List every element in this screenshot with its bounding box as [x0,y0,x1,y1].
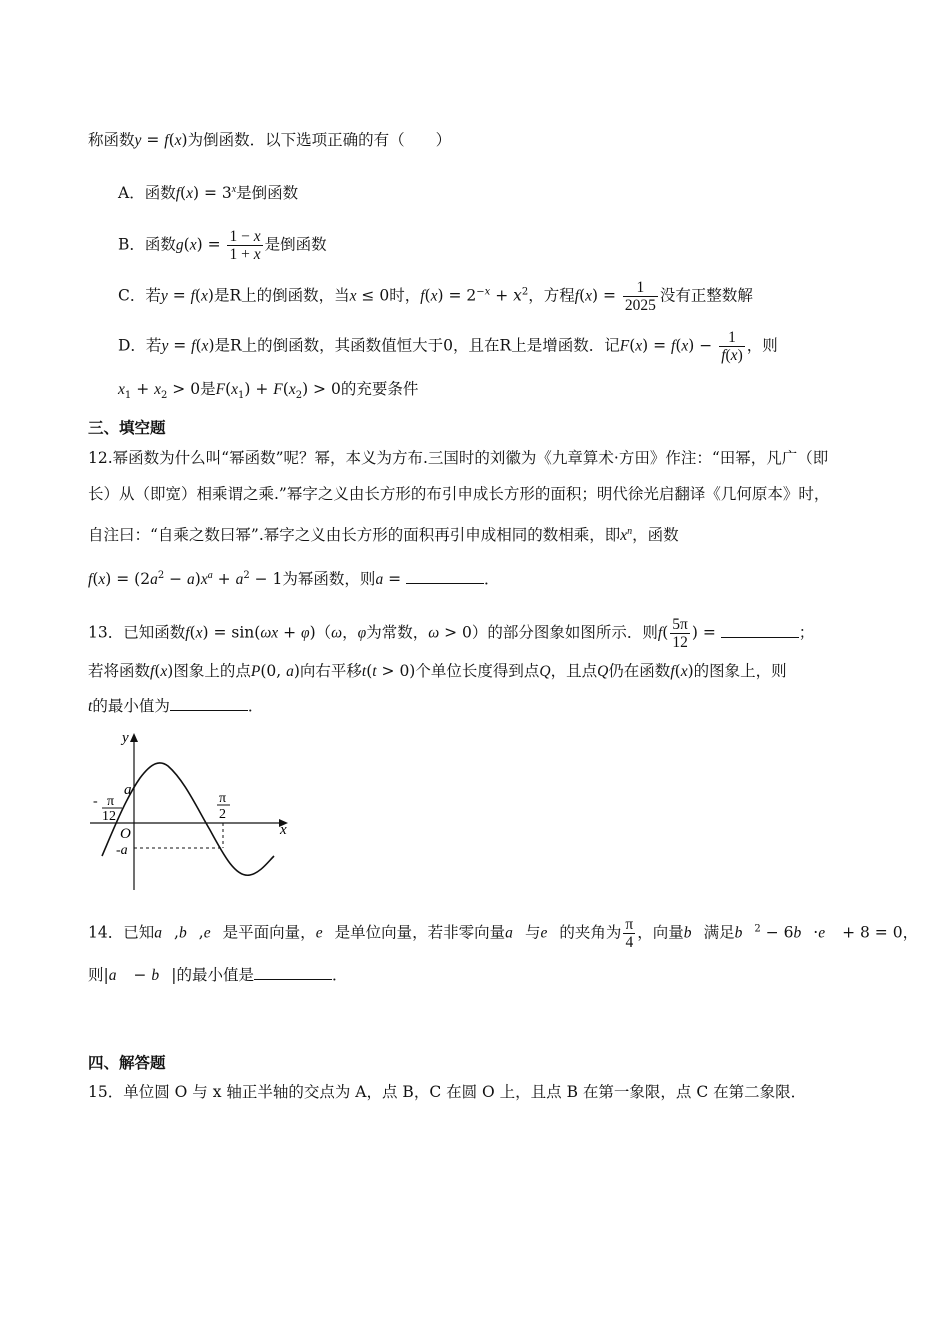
origin-label: O [120,826,131,842]
left-tick-den: 12 [102,809,116,824]
fraction: $\frac{5\pi}{12}$ [672,616,688,651]
q11-option-a: A．函数$f(x) = 3^x$是倒函数 [118,184,299,203]
q13-line3: t的最小值为 ． [88,697,264,715]
answer-blank[interactable] [254,965,332,980]
neg-a-label: -a [116,843,128,858]
q12-line3: 自注曰：“自乘之数曰幂”.幂字之义由长方形的面积再引申成相同的数相乘，即$x^n$，函数 [88,526,679,545]
q11-option-c: C．若y = f(x)是R上的倒函数，当x ≤ 0时，$f(x) = 2^{-x} + x^2$，方程f(x) = $\frac{1}{2025}$ 没有正整数解 [118,279,753,314]
sine-graph [84,728,304,896]
answer-blank[interactable] [406,569,484,584]
right-tick-den: 2 [219,807,226,822]
q12-line4: $f(x) = (2a^2 - a)x^a + a^2 - 1$为幂函数，则a = ． [88,570,500,589]
section-title-fill-in: 三、填空题 [88,419,166,437]
q13-line2: 若将函数f(x)图象上的点P(0, a)向右平移t(t > 0)个单位长度得到点Q，且点Q仍在函数f(x)的图象上，则 [88,662,787,680]
q11-option-b: B．函数g(x) = $\frac{1 - x}{1 + x}$ 是倒函数 [118,228,327,263]
q14-line1: 14．已知a⃗,b⃗,e⃗是平面向量，e⃗是单位向量，若非零向量a⃗与e⃗的夹角为 $\frac{\pi}{4}$ ，向量b⃗满足b⃗$^2$ − 6b⃗·e⃗ + 8 = 0， [88,916,919,951]
y-axis-arrow-icon [130,733,138,742]
y-label: y [122,730,129,746]
q12-line1: 12.幂函数为什么叫“幂函数”呢？幂，本义为方布.三国时的刘徽为《九章算术·方田》作注：“田幂，凡广（即 [88,449,829,467]
x-label: x [280,822,287,838]
answer-blank[interactable] [170,696,248,711]
answer-blank[interactable] [721,623,799,638]
q13-line1: 13．已知函数f(x) = sin(ωx + φ)（ω，φ为常数，ω > 0）的部分图象如图所示．则f( $\frac{5\pi}{12}$ ) = ； [88,616,815,651]
q11-option-d-line2: $x_1 + x_2 > 0$是$F(x_1) + F(x_2) > 0$的充要条件 [118,380,419,402]
q12-line2: 长）从（即宽）相乘谓之乘.”幂字之义由长方形的布引申成长方形的面积；明代徐光启翻译《几何原本》时， [88,485,830,503]
section-title-answer: 四、解答题 [88,1054,166,1072]
left-tick-sign: - [93,794,98,809]
fraction: $\frac{1}{2025}$ [624,279,656,314]
a-label: a [124,782,132,798]
fraction: $\frac{1 - x}{1 + x}$ [229,228,261,263]
left-tick-num: π [107,794,115,809]
q11-option-d: D．若y = f(x)是R上的倒函数，其函数值恒大于0，且在R上是增函数．记F(x) = f(x) − $\frac{1}{f(x)}$ ，则 [118,329,778,364]
q11-stem: 称函数y = f(x)为倒函数．以下选项正确的有（ ） [88,131,452,149]
right-tick-num: π [219,791,227,806]
fraction: $\frac{\pi}{4}$ [625,916,634,951]
sine-curve [102,763,274,875]
fraction: $\frac{1}{f(x)}$ [721,329,743,364]
q15-text: 15．单位圆 O 与 x 轴正半轴的交点为 A，点 B，C 在圆 O 上，且点 B 在第一象限，点 C 在第二象限． [88,1083,807,1101]
q14-line2: 则|a⃗ − b⃗|的最小值是 ． [88,966,348,984]
